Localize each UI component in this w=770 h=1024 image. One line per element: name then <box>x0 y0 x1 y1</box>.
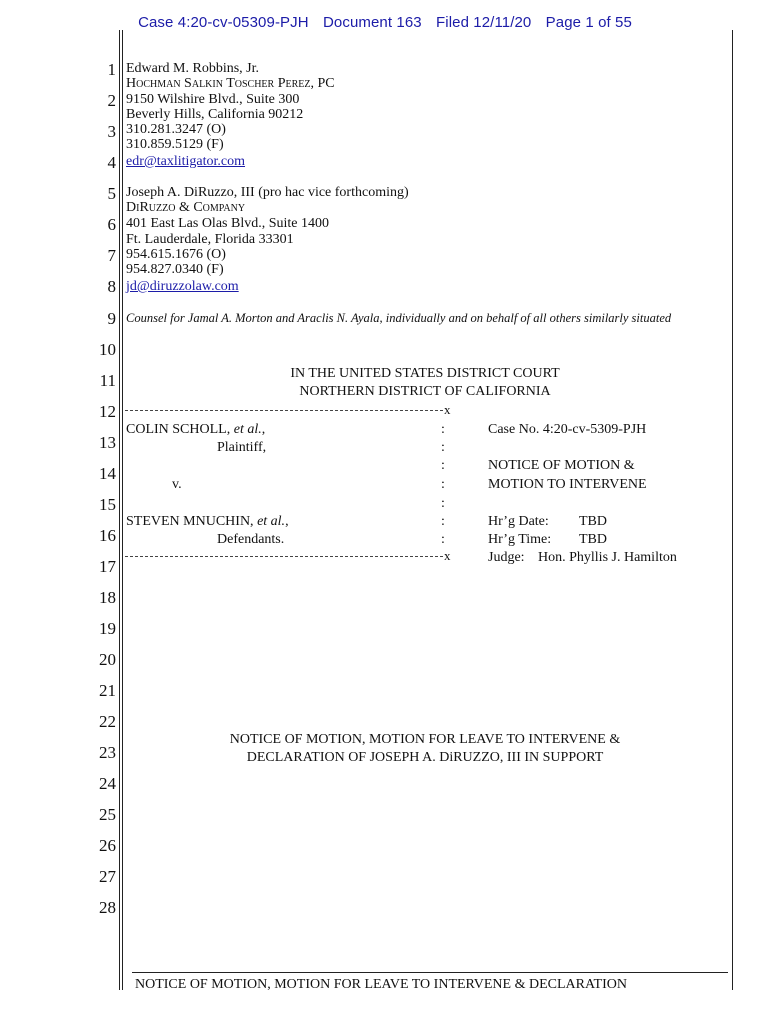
caption-colon: : <box>441 422 445 437</box>
attorney1-fax: 310.859.5129 (F) <box>126 137 224 152</box>
left-margin-rule-inner <box>122 30 123 990</box>
line-number: 26 <box>99 836 116 855</box>
court-name-line1: IN THE UNITED STATES DISTRICT COURT <box>290 366 560 381</box>
attorney2-address-line2: Ft. Lauderdale, Florida 33301 <box>126 232 294 247</box>
caption-top-x: x <box>444 402 451 417</box>
footer-rule <box>132 972 728 973</box>
attorney1-address-line1: 9150 Wilshire Blvd., Suite 300 <box>126 92 300 107</box>
caption-colon: : <box>441 532 445 547</box>
line-number: 12 <box>99 402 116 421</box>
line-number: 1 <box>107 60 116 79</box>
line-number: 20 <box>99 650 116 669</box>
defendant-role: Defendants. <box>217 532 285 547</box>
caption-colon: : <box>441 496 445 511</box>
ecf-header <box>0 14 770 31</box>
line-number: 14 <box>99 464 116 483</box>
document-title-line2: DECLARATION OF JOSEPH A. DiRUZZO, III IN SUPPORT <box>246 750 604 765</box>
attorney2-phone: 954.615.1676 (O) <box>126 247 226 262</box>
caption-bottom-x: x <box>444 548 451 563</box>
hearing-date-value: TBD <box>579 514 607 529</box>
document-title-line1: NOTICE OF MOTION, MOTION FOR LEAVE TO INTERVENE & <box>229 732 621 747</box>
line-number: 18 <box>99 588 116 607</box>
line-number: 17 <box>99 557 116 576</box>
line-number: 23 <box>99 743 116 762</box>
plaintiff-role: Plaintiff, <box>217 440 267 455</box>
caption-bottom-rule <box>125 556 443 557</box>
plaintiff-name <box>126 422 265 437</box>
line-number: 28 <box>99 898 116 917</box>
attorney1-phone: 310.281.3247 (O) <box>126 122 226 137</box>
right-margin-rule <box>732 30 733 990</box>
attorney2-email-link[interactable]: jd@diruzzolaw.com <box>126 279 239 294</box>
judge-name: Hon. Phyllis J. Hamilton <box>538 550 677 565</box>
hearing-time-label: Hr’g Time: <box>488 532 552 547</box>
case-number: Case No. 4:20-cv-5309-PJH <box>488 422 647 437</box>
counsel-designation: Counsel for Jamal A. Morton and Araclis N. Ayala, individually and on behalf of all others similarly situated <box>126 311 672 325</box>
caption-colon: : <box>441 514 445 529</box>
line-number: 25 <box>99 805 116 824</box>
judge-label: Judge: <box>488 550 525 565</box>
line-number: 11 <box>99 371 116 390</box>
line-number: 21 <box>99 681 116 700</box>
attorney1-email-link[interactable]: edr@taxlitigator.com <box>126 154 246 169</box>
line-number: 3 <box>107 122 116 141</box>
court-name-line2: NORTHERN DISTRICT OF CALIFORNIA <box>299 384 551 399</box>
line-number: 7 <box>107 246 116 265</box>
line-number: 19 <box>99 619 116 638</box>
header-document-number: Document 163 <box>322 14 422 31</box>
line-number: 6 <box>107 215 116 234</box>
header-filed-date: Filed 12/11/20 <box>436 14 532 31</box>
attorney2-fax: 954.827.0340 (F) <box>126 262 224 277</box>
caption-colon: : <box>441 440 445 455</box>
defendant-name-comma: , <box>285 514 289 529</box>
notice-heading-line2: MOTION TO INTERVENE <box>488 477 647 492</box>
left-margin-rule-outer <box>119 30 120 990</box>
line-number: 16 <box>99 526 116 545</box>
line-number: 9 <box>107 309 116 328</box>
plaintiff-name-comma: , <box>261 422 266 437</box>
line-number: 22 <box>99 712 116 731</box>
line-number: 5 <box>107 184 116 203</box>
defendant-name-text: STEVEN MNUCHIN, <box>126 514 258 529</box>
caption-top-rule <box>125 410 443 411</box>
line-number: 10 <box>99 340 116 359</box>
notice-heading-line1: NOTICE OF MOTION & <box>488 458 635 473</box>
versus-label: v. <box>172 477 182 492</box>
attorney2-name: Joseph A. DiRuzzo, III (pro hac vice forthcoming) <box>126 185 409 200</box>
attorney1-firm: Hochman Salkin Toscher Perez, PC <box>126 76 335 91</box>
footer-title: NOTICE OF MOTION, MOTION FOR LEAVE TO INTERVENE & DECLARATION <box>135 977 627 992</box>
line-number: 2 <box>107 91 116 110</box>
line-number: 15 <box>99 495 116 514</box>
caption-colon: : <box>441 458 445 473</box>
plaintiff-name-text: COLIN SCHOLL, <box>126 422 234 437</box>
header-page-count: Page 1 of 55 <box>545 14 632 31</box>
defendant-name <box>126 514 289 529</box>
caption-colon: : <box>441 477 445 492</box>
attorney2-address-line1: 401 East Las Olas Blvd., Suite 1400 <box>126 216 329 231</box>
line-number: 8 <box>107 277 116 296</box>
line-number: 4 <box>107 153 116 172</box>
defendant-et-al: et al. <box>257 514 286 529</box>
header-case-number: Case 4:20-cv-05309-PJH <box>138 14 309 31</box>
attorney2-firm: DiRuzzo & Company <box>126 200 246 215</box>
line-number: 24 <box>99 774 116 793</box>
attorney1-address-line2: Beverly Hills, California 90212 <box>126 107 304 122</box>
hearing-time-value: TBD <box>579 532 607 547</box>
line-number: 13 <box>99 433 116 452</box>
attorney1-name: Edward M. Robbins, Jr. <box>126 61 259 76</box>
plaintiff-et-al: et al. <box>233 422 262 437</box>
hearing-date-label: Hr’g Date: <box>488 514 549 529</box>
line-number: 27 <box>99 867 116 886</box>
